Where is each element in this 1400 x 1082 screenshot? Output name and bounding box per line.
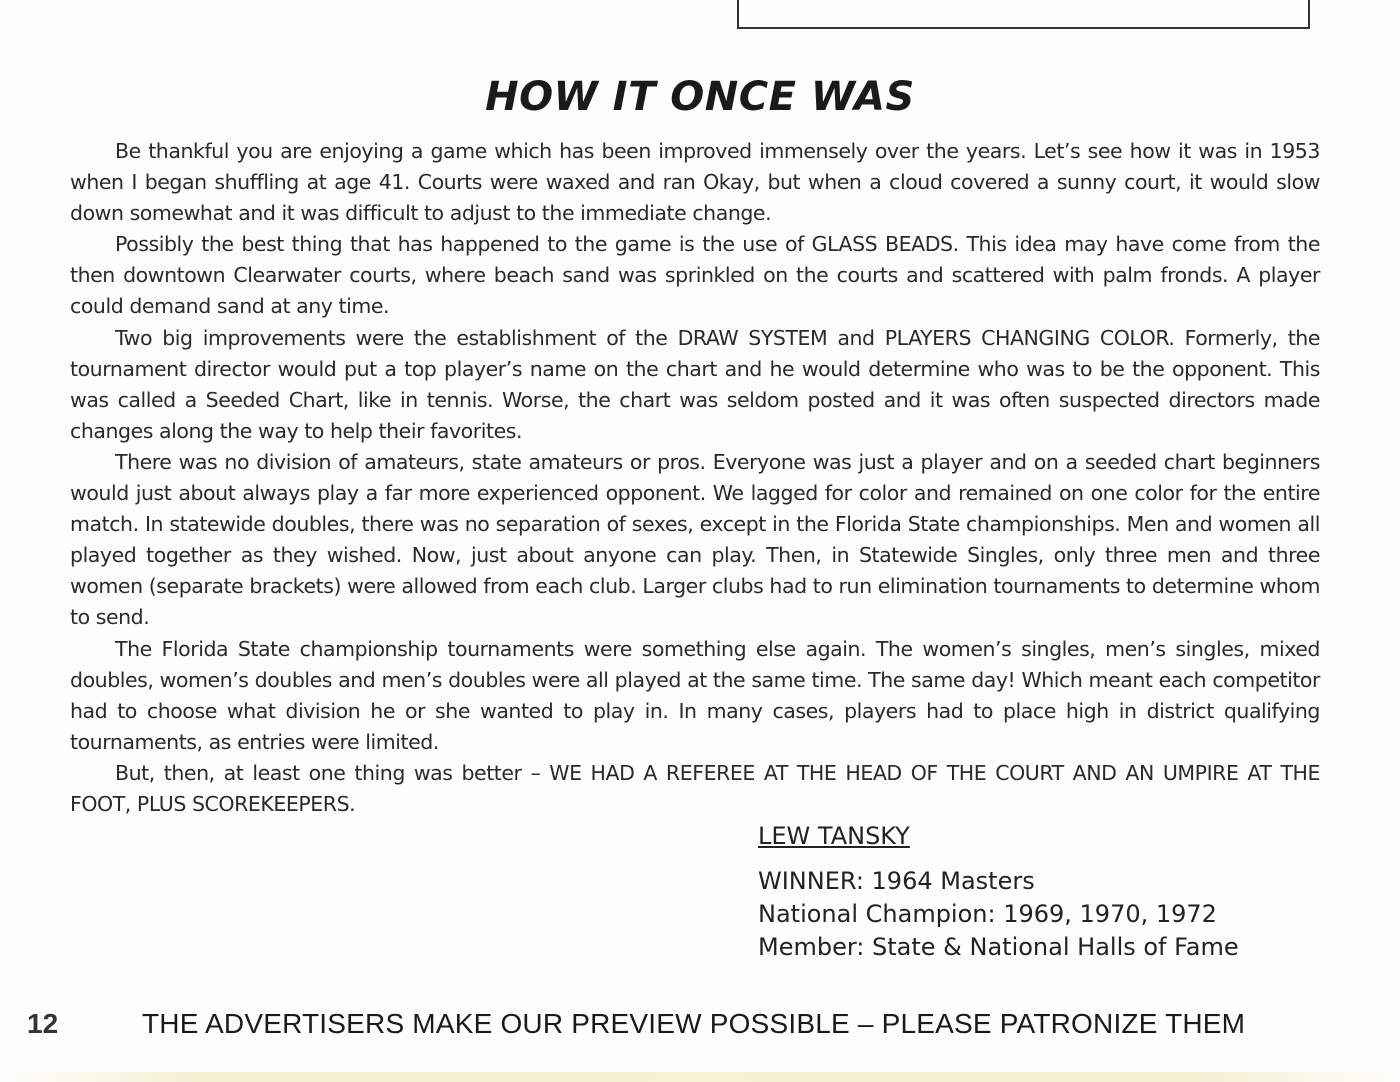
paragraph: There was no division of amateurs, state amateurs or pros. Everyone was just a player and on a seeded chart beginners would just about always play a far more experienced opponent. We lagged for color and remained on one color for the entire match. In statewide doubles, there was no separation of sexes, except in the Florida State championships. Men and women all played together as they wished. Now, just about anyone can play. Then, in Statewide Singles, only three men and three women (separate brackets) were allowed from each club. Larger clubs had to run elimination tournaments to determine whom to send. [70,449,1320,630]
author-name: LEW TANSKY [758,822,910,850]
paragraph: Be thankful you are enjoying a game which has been improved immensely over the years. Let’s see how it was in 1953 when I began shuffling at age 41. Courts were waxed and ran Okay, but when a cloud covered a sunny court, it would slow down somewhat and it was difficult to adjust to the immediate change. [70,139,1320,226]
page-title: HOW IT ONCE WAS [485,74,915,120]
bottom-edge-strip [0,1072,1400,1082]
author-credential: National Champion: 1969, 1970, 1972 [758,900,1217,928]
page-footer [27,1008,1327,1048]
footer-banner-text: THE ADVERTISERS MAKE OUR PREVIEW POSSIBLE – PLEASE PATRONIZE THEM [142,1008,1246,1039]
paragraph: But, then, at least one thing was better – WE HAD A REFEREE AT THE HEAD OF THE COURT AND AN UMPIRE AT THE FOOT, PLUS SCOREKEEPERS. [70,760,1320,816]
author-credential: Member: State & National Halls of Fame [758,933,1239,961]
author-signature-block [758,820,1239,964]
paragraph: Two big improvements were the establishment of the DRAW SYSTEM and PLAYERS CHANGING COLOR. Formerly, the tournament director would put a top player’s name on the chart and he would determine who was to be the opponent. This was called a Seeded Chart, like in tennis. Worse, the chart was seldom posted and it was often suspected directors made changes along the way to help their favorites. [70,325,1320,443]
page-number: 12 [27,1008,59,1039]
top-frame-box [737,0,1310,29]
article-body [70,136,1320,820]
author-credential: WINNER: 1964 Masters [758,867,1035,895]
paragraph: The Florida State championship tournaments were something else again. The women’s singles, men’s singles, mixed doubles, women’s doubles and men’s doubles were all played at the same time. The same day! Which meant each competitor had to choose what division he or she wanted to play in. In many cases, players had to place high in district qualifying tournaments, as entries were limited. [70,636,1320,754]
paragraph: Possibly the best thing that has happened to the game is the use of GLASS BEADS. This idea may have come from the then downtown Clearwater courts, where beach sand was sprinkled on the courts and scattered with palm fronds. A player could demand sand at any time. [70,232,1320,319]
